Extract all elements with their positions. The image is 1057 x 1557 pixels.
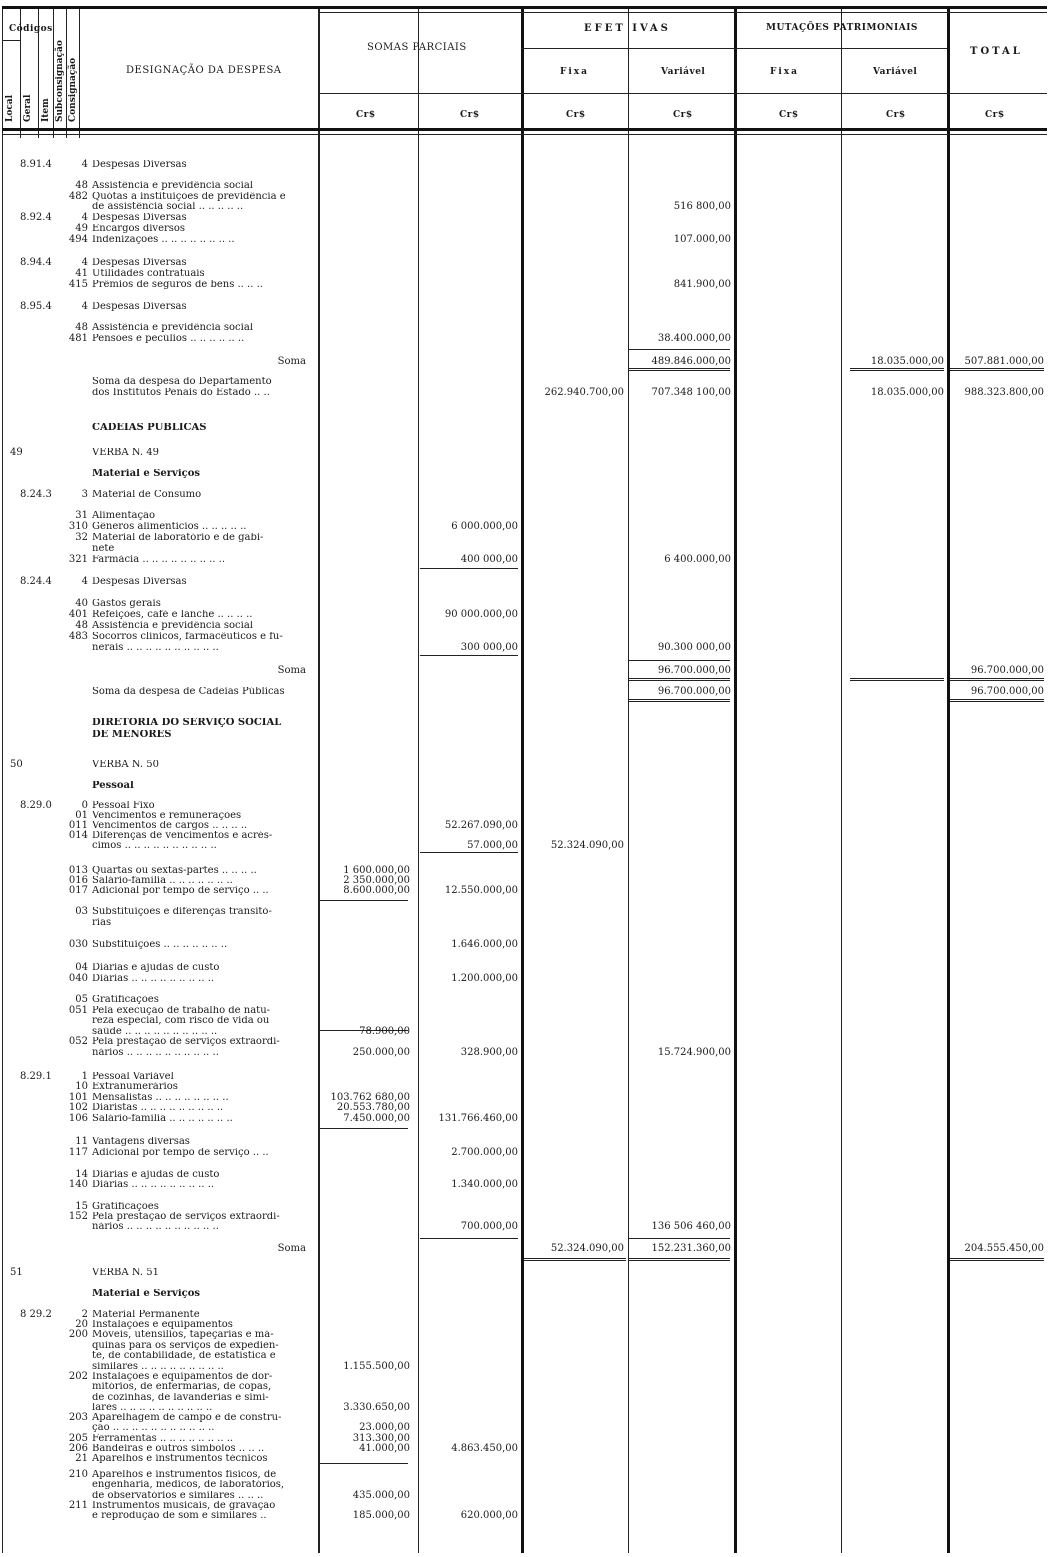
row-number: 03	[75, 906, 88, 917]
row-description: Despesas Diversas	[92, 577, 187, 587]
amount-sp1: 20.553.780,00	[336, 1102, 410, 1113]
amount-mvar: 18.035.000,00	[870, 356, 944, 367]
column-divider-efetivas	[628, 8, 629, 1553]
amount-total: 204.555.450,00	[964, 1243, 1044, 1254]
row-number: 14	[75, 1169, 88, 1180]
row-description: Material Permanente	[92, 1310, 200, 1320]
mutacoes-header: MUTAÇÕES PATRIMONIAIS	[766, 23, 918, 33]
row-number: 203	[68, 1412, 88, 1423]
sum-rule	[628, 1238, 730, 1239]
efetivas-header: EFET IVAS	[584, 23, 671, 34]
sum-rule	[320, 900, 408, 901]
row-description: Pela prestação de serviços extraordi-	[92, 1212, 280, 1222]
row-description: nários .. .. .. .. .. .. .. .. .. ..	[92, 1222, 219, 1232]
row-description: nários .. .. .. .. .. .. .. .. .. ..	[92, 1048, 219, 1058]
amount-var: 841.900,00	[673, 279, 731, 290]
item-header: Item	[41, 98, 51, 122]
row-number: 0	[81, 800, 88, 811]
row-description: e reprodução de som e similares ..	[92, 1511, 267, 1521]
row-description: Diárias e ajudas de custo	[92, 1170, 220, 1180]
row-code: 8.94.4	[20, 257, 52, 268]
amount-sp2: 400 000,00	[460, 554, 518, 565]
amount-sp1: 313.300,00	[352, 1433, 410, 1444]
currency-efetivas-fixa: Cr$	[566, 110, 586, 120]
row-description: te, de contabilidade, de estatística e	[92, 1351, 276, 1361]
codes-header: Códigos	[9, 24, 53, 34]
row-description: Gastos gerais	[92, 599, 161, 609]
row-description: Gratificações	[92, 1202, 159, 1212]
row-description: Material e Serviços	[92, 1289, 201, 1299]
amount-fixa: 52.324.090,00	[550, 840, 624, 851]
efetivas-fixa-header: Fixa	[560, 67, 590, 77]
row-number: 20	[75, 1319, 88, 1330]
row-number: 49	[75, 223, 88, 234]
row-number: 040	[68, 973, 88, 984]
row-description: mitórios, de enfermarias, de copas,	[92, 1382, 272, 1392]
sum-rule	[950, 678, 1044, 681]
amount-sp2: 300 000,00	[460, 642, 518, 653]
amount-var: 516 800,00	[673, 201, 731, 212]
row-number: 205	[68, 1433, 88, 1444]
local-header: Local	[5, 94, 15, 122]
row-number: 32	[75, 532, 88, 543]
row-description: Soma da despesa de Cadeias Públicas	[92, 687, 285, 697]
row-description: de cozinhas, de lavanderias e simi-	[92, 1393, 269, 1403]
amount-total: 96.700.000,00	[970, 665, 1044, 676]
sum-rule	[628, 349, 730, 350]
row-description: Bandeiras e outros símbolos .. .. ..	[92, 1444, 265, 1454]
column-divider-item	[53, 8, 54, 138]
sum-rule	[320, 1463, 408, 1464]
sum-rule	[420, 568, 518, 569]
row-description: Vencimentos de cargos .. .. .. ..	[92, 821, 248, 831]
row-description: saúde .. .. .. .. .. .. .. .. .. ..	[92, 1027, 218, 1037]
amount-var: 96.700.000,00	[657, 665, 731, 676]
column-divider-partial	[418, 8, 419, 1553]
row-description: Diferenças de vencimentos e acrés-	[92, 831, 273, 841]
row-description: Despesas Diversas	[92, 213, 187, 223]
row-description: Aparelhos e instrumentos técnicos	[92, 1454, 268, 1464]
row-description: Móveis, utensílios, tapeçarias e má-	[92, 1330, 274, 1340]
row-description: Soma	[277, 1243, 306, 1254]
row-code: 51	[10, 1267, 23, 1278]
row-description: Diaristas .. .. .. .. .. .. .. .. ..	[92, 1103, 224, 1113]
row-description: VERBA N. 51	[92, 1268, 159, 1278]
row-number: 04	[75, 962, 88, 973]
row-description: de observatórios e similares .. .. ..	[92, 1491, 264, 1501]
sum-rule	[950, 699, 1044, 702]
row-number: 48	[75, 620, 88, 631]
amount-var: 96.700.000,00	[657, 686, 731, 697]
column-divider-efetivas-end	[734, 8, 737, 1553]
row-description: Refeições, café e lanche .. .. .. ..	[92, 610, 253, 620]
row-description: Salário-família .. .. .. .. .. .. ..	[92, 1114, 233, 1124]
row-number: 052	[68, 1036, 88, 1047]
row-number: 494	[68, 234, 88, 245]
row-description: Diárias e ajudas de custo	[92, 963, 220, 973]
row-description: Alimentação	[92, 511, 156, 521]
row-number: 200	[68, 1329, 88, 1340]
amount-sp1: 41.000,00	[359, 1443, 410, 1454]
row-number: 11	[75, 1136, 88, 1147]
amount-sp1: 8.600.000,00	[343, 885, 410, 896]
row-number: 41	[75, 268, 88, 279]
amount-var: 152.231.360,00	[651, 1243, 731, 1254]
row-description: Utilidades contratuais	[92, 269, 205, 279]
row-number: 211	[68, 1500, 88, 1511]
row-description: Material de Consumo	[92, 490, 202, 500]
row-description: Farmácia .. .. .. .. .. .. .. .. ..	[92, 555, 226, 565]
row-description: Encargos diversos	[92, 224, 186, 234]
row-number: 152	[68, 1211, 88, 1222]
amount-var: 90.300 000,00	[657, 642, 731, 653]
row-number: 481	[68, 333, 88, 344]
row-number: 10	[75, 1081, 88, 1092]
total-header: TOTAL	[970, 46, 1023, 57]
sum-rule	[420, 852, 518, 853]
amount-mvar: 18.035.000,00	[870, 387, 944, 398]
row-number: 482	[68, 191, 88, 202]
row-code: 50	[10, 759, 23, 770]
row-number: 48	[75, 322, 88, 333]
row-description: de assistência social .. .. .. .. ..	[92, 202, 244, 212]
row-number: 017	[68, 885, 88, 896]
row-number: 01	[75, 810, 88, 821]
row-code: 8.92.4	[20, 212, 52, 223]
amount-sp1: 78.900,00	[359, 1026, 410, 1037]
row-description: Pessoal	[92, 781, 134, 791]
row-number: 415	[68, 279, 88, 290]
amount-sp2: 90 000.000,00	[444, 609, 518, 620]
header-bottom-rule	[2, 128, 1047, 131]
amount-sp1: 435.000,00	[352, 1490, 410, 1501]
row-code: 8.24.4	[20, 576, 52, 587]
amount-var: 38.400.000,00	[657, 333, 731, 344]
row-description: Pessoal Variável	[92, 1072, 174, 1082]
designation-header: DESIGNAÇÃO DA DESPESA	[126, 65, 282, 76]
sum-rule	[628, 660, 730, 661]
row-description: Pensões e pecúlios .. .. .. .. .. ..	[92, 334, 245, 344]
row-description: Extranumerários	[92, 1082, 178, 1092]
amount-var: 489.846.000,00	[651, 356, 731, 367]
row-number: 4	[81, 257, 88, 268]
currency-sp2: Cr$	[460, 110, 480, 120]
row-number: 013	[68, 865, 88, 876]
consignacao-header: Consignação	[68, 57, 78, 122]
row-number: 321	[68, 554, 88, 565]
amount-sp2: 700.000,00	[460, 1221, 518, 1232]
row-description: Soma	[277, 665, 306, 676]
row-description: Instrumentos musicais, de gravação	[92, 1501, 276, 1511]
amount-sp2: 131.766.460,00	[438, 1113, 518, 1124]
row-number: 101	[68, 1092, 88, 1103]
sum-rule	[628, 699, 730, 702]
amount-sp2: 1.200.000,00	[451, 973, 518, 984]
row-number: 202	[68, 1371, 88, 1382]
header-currency-rule	[318, 93, 1047, 94]
row-description: Instalações e equipamentos	[92, 1320, 233, 1330]
header-efetivas-rule	[521, 48, 947, 49]
sum-rule	[420, 1238, 518, 1239]
sum-rule	[628, 368, 730, 371]
row-description: nete	[92, 544, 115, 554]
sum-rule	[524, 1258, 626, 1261]
row-number: 051	[68, 1005, 88, 1016]
row-description: Material de laboratório e de gabi-	[92, 533, 264, 543]
row-description: Gêneros alimentícios .. .. .. .. ..	[92, 522, 247, 532]
amount-sp2: 57.000,00	[467, 840, 518, 851]
amount-fixa: 262.940.700,00	[544, 387, 624, 398]
mutacoes-variavel-header: Variável	[873, 67, 918, 77]
row-description: Despesas Diversas	[92, 160, 187, 170]
row-code: 8.91.4	[20, 159, 52, 170]
row-number: 4	[81, 159, 88, 170]
currency-mutacoes-variavel: Cr$	[886, 110, 906, 120]
row-number: 3	[81, 489, 88, 500]
table-border-left	[2, 8, 3, 1553]
row-number: 106	[68, 1113, 88, 1124]
column-divider-mutacoes-end	[947, 8, 950, 1553]
row-description: Diárias .. .. .. .. .. .. .. .. ..	[92, 974, 215, 984]
row-description: ção .. .. .. .. .. .. .. .. .. .. ..	[92, 1423, 215, 1433]
row-description: Assistência e previdência social	[92, 323, 253, 333]
amount-sp2: 328.900,00	[460, 1047, 518, 1058]
row-description: Instalações e equipamentos de dor-	[92, 1372, 273, 1382]
row-description: reza especial, com risco de vida ou	[92, 1016, 270, 1026]
row-number: 40	[75, 598, 88, 609]
row-number: 117	[68, 1147, 88, 1158]
row-number: 016	[68, 875, 88, 886]
row-description: Aparelhagem de campo e de constru-	[92, 1413, 282, 1423]
row-description: Mensalistas .. .. .. .. .. .. .. ..	[92, 1093, 229, 1103]
row-description: Diárias .. .. .. .. .. .. .. .. ..	[92, 1180, 215, 1190]
row-description: Adicional por tempo de serviço .. ..	[92, 1148, 269, 1158]
sum-rule	[628, 1258, 730, 1261]
column-divider-consignacao	[79, 8, 80, 138]
amount-var: 136 506 460,00	[651, 1221, 731, 1232]
row-number: 310	[68, 521, 88, 532]
row-description: Pela prestação de serviços extraordi-	[92, 1037, 280, 1047]
amount-var: 107.000,00	[673, 234, 731, 245]
row-description: Despesas Diversas	[92, 258, 187, 268]
column-divider-mutacoes	[841, 8, 842, 1553]
row-description: Salário-família .. .. .. .. .. .. ..	[92, 876, 233, 886]
amount-total: 988.323.800,00	[964, 387, 1044, 398]
row-code: 8.95.4	[20, 301, 52, 312]
row-description: CADEIAS PÚBLICAS	[92, 423, 207, 433]
row-number: 2	[81, 1309, 88, 1320]
row-description: Aparelhos e instrumentos físicos, de	[92, 1470, 277, 1480]
row-description: nerais .. .. .. .. .. .. .. .. .. ..	[92, 643, 219, 653]
row-number: 014	[68, 830, 88, 841]
row-description: DIRETORIA DO SERVIÇO SOCIAL	[92, 718, 282, 728]
row-number: 401	[68, 609, 88, 620]
row-number: 030	[68, 939, 88, 950]
amount-sp1: 250.000,00	[352, 1047, 410, 1058]
mutacoes-fixa-header: Fixa	[770, 67, 800, 77]
column-divider-partial-end	[521, 8, 524, 1553]
row-number: 4	[81, 212, 88, 223]
sum-rule	[950, 1258, 1044, 1261]
amount-sp2: 2.700.000,00	[451, 1147, 518, 1158]
currency-efetivas-variavel: Cr$	[673, 110, 693, 120]
row-description: dos Institutos Penais do Estado .. ..	[92, 388, 270, 398]
amount-sp2: 1.340.000,00	[451, 1179, 518, 1190]
row-number: 21	[75, 1453, 88, 1464]
row-description: DE MENORES	[92, 730, 172, 740]
amount-var: 6 400.000,00	[664, 554, 731, 565]
row-description: Soma da despesa do Departamento	[92, 377, 272, 387]
amount-total: 96.700.000,00	[970, 686, 1044, 697]
row-code: 8 29.2	[20, 1309, 52, 1320]
sum-rule	[850, 678, 944, 681]
row-code: 8.29.1	[20, 1071, 52, 1082]
row-description: Soma	[277, 356, 306, 367]
column-divider-designation	[318, 8, 320, 1553]
currency-mutacoes-fixa: Cr$	[779, 110, 799, 120]
row-description: quinas para os serviços de expedien-	[92, 1341, 279, 1351]
row-description: Assistência e previdência social	[92, 181, 253, 191]
sum-rule	[628, 678, 730, 681]
row-number: 05	[75, 994, 88, 1005]
row-description: engenharia, médicos, de laboratórios,	[92, 1480, 285, 1490]
row-description: Vencimentos e remunerações	[92, 811, 242, 821]
subconsignacao-header: Subconsignação	[55, 40, 65, 122]
row-number: 483	[68, 631, 88, 642]
row-description: cimos .. .. .. .. .. .. .. .. .. ..	[92, 841, 217, 851]
partial-sums-header: SOMAS PARCIAIS	[367, 42, 467, 53]
row-number: 210	[68, 1469, 88, 1480]
amount-sp1: 7.450.000,00	[343, 1113, 410, 1124]
row-description: VERBA N. 50	[92, 760, 159, 770]
row-description: Quartas ou sextas-partes .. .. .. ..	[92, 866, 257, 876]
amount-sp2: 1.646.000,00	[451, 939, 518, 950]
row-description: Socorros clínicos, farmacêuticos e fu-	[92, 632, 283, 642]
header-top-rule-inner	[318, 12, 1047, 13]
row-description: VERBA N. 49	[92, 448, 159, 458]
geral-header: Geral	[23, 94, 33, 122]
amount-sp1: 103.762 680,00	[330, 1092, 410, 1103]
row-description: Pela execução de trabalho de natu-	[92, 1006, 271, 1016]
sum-rule	[950, 368, 1044, 371]
amount-sp2: 4.863.450,00	[451, 1443, 518, 1454]
row-description: Quótas a instituições de previdência e	[92, 192, 286, 202]
sum-rule	[420, 655, 518, 656]
amount-sp2: 12.550.000,00	[444, 885, 518, 896]
header-codes-rule	[2, 40, 20, 41]
sum-rule	[850, 368, 944, 371]
amount-sp1: 1.155.500,00	[343, 1361, 410, 1372]
row-description: Substituições e diferenças transitó-	[92, 907, 272, 917]
amount-sp1: 3.330.650,00	[343, 1402, 410, 1413]
amount-total: 507.881.000,00	[964, 356, 1044, 367]
row-description: rias	[92, 918, 112, 928]
row-description: similares .. .. .. .. .. .. .. .. ..	[92, 1362, 224, 1372]
row-number: 31	[75, 510, 88, 521]
row-number: 48	[75, 180, 88, 191]
amount-sp1: 23.000,00	[359, 1422, 410, 1433]
row-number: 15	[75, 1201, 88, 1212]
row-code: 8.24.3	[20, 489, 52, 500]
currency-sp1: Cr$	[356, 110, 376, 120]
amount-sp2: 52.267.090,00	[444, 820, 518, 831]
header-bottom-rule-inner	[2, 134, 1047, 135]
row-description: Ferramentas .. .. .. .. .. .. .. ..	[92, 1434, 234, 1444]
row-description: Indenizações .. .. .. .. .. .. .. ..	[92, 235, 235, 245]
efetivas-variavel-header: Variável	[661, 67, 706, 77]
row-description: Gratificações	[92, 995, 159, 1005]
header-top-rule	[2, 6, 1047, 9]
row-code: 49	[10, 447, 23, 458]
row-code: 8.29.0	[20, 800, 52, 811]
row-description: Assistência e previdência social	[92, 621, 253, 631]
amount-sp2: 620.000,00	[460, 1510, 518, 1521]
row-number: 4	[81, 576, 88, 587]
amount-sp1: 1 600.000,00	[343, 865, 410, 876]
row-description: Prêmios de seguros de bens .. .. ..	[92, 280, 263, 290]
row-number: 1	[81, 1071, 88, 1082]
currency-total: Cr$	[985, 110, 1005, 120]
row-description: lares .. .. .. .. .. .. .. .. .. ..	[92, 1403, 213, 1413]
row-description: Adicional por tempo de serviço .. ..	[92, 886, 269, 896]
amount-fixa: 52.324.090,00	[550, 1243, 624, 1254]
row-number: 4	[81, 301, 88, 312]
row-description: Vantagens diversas	[92, 1137, 190, 1147]
sum-rule	[320, 1128, 408, 1129]
row-number: 206	[68, 1443, 88, 1454]
amount-var: 15.724.900,00	[657, 1047, 731, 1058]
row-number: 102	[68, 1102, 88, 1113]
amount-var: 707.348 100,00	[651, 387, 731, 398]
row-description: Material e Serviços	[92, 469, 201, 479]
amount-sp2: 6 000.000,00	[451, 521, 518, 532]
row-description: Despesas Diversas	[92, 302, 187, 312]
row-number: 140	[68, 1179, 88, 1190]
amount-sp1: 185.000,00	[352, 1510, 410, 1521]
row-description: Substituições .. .. .. .. .. .. ..	[92, 940, 228, 950]
row-description: Pessoal Fixo	[92, 801, 155, 811]
column-divider-subconsignacao	[66, 8, 67, 138]
row-number: 011	[68, 820, 88, 831]
amount-sp1: 2 350.000,00	[343, 875, 410, 886]
